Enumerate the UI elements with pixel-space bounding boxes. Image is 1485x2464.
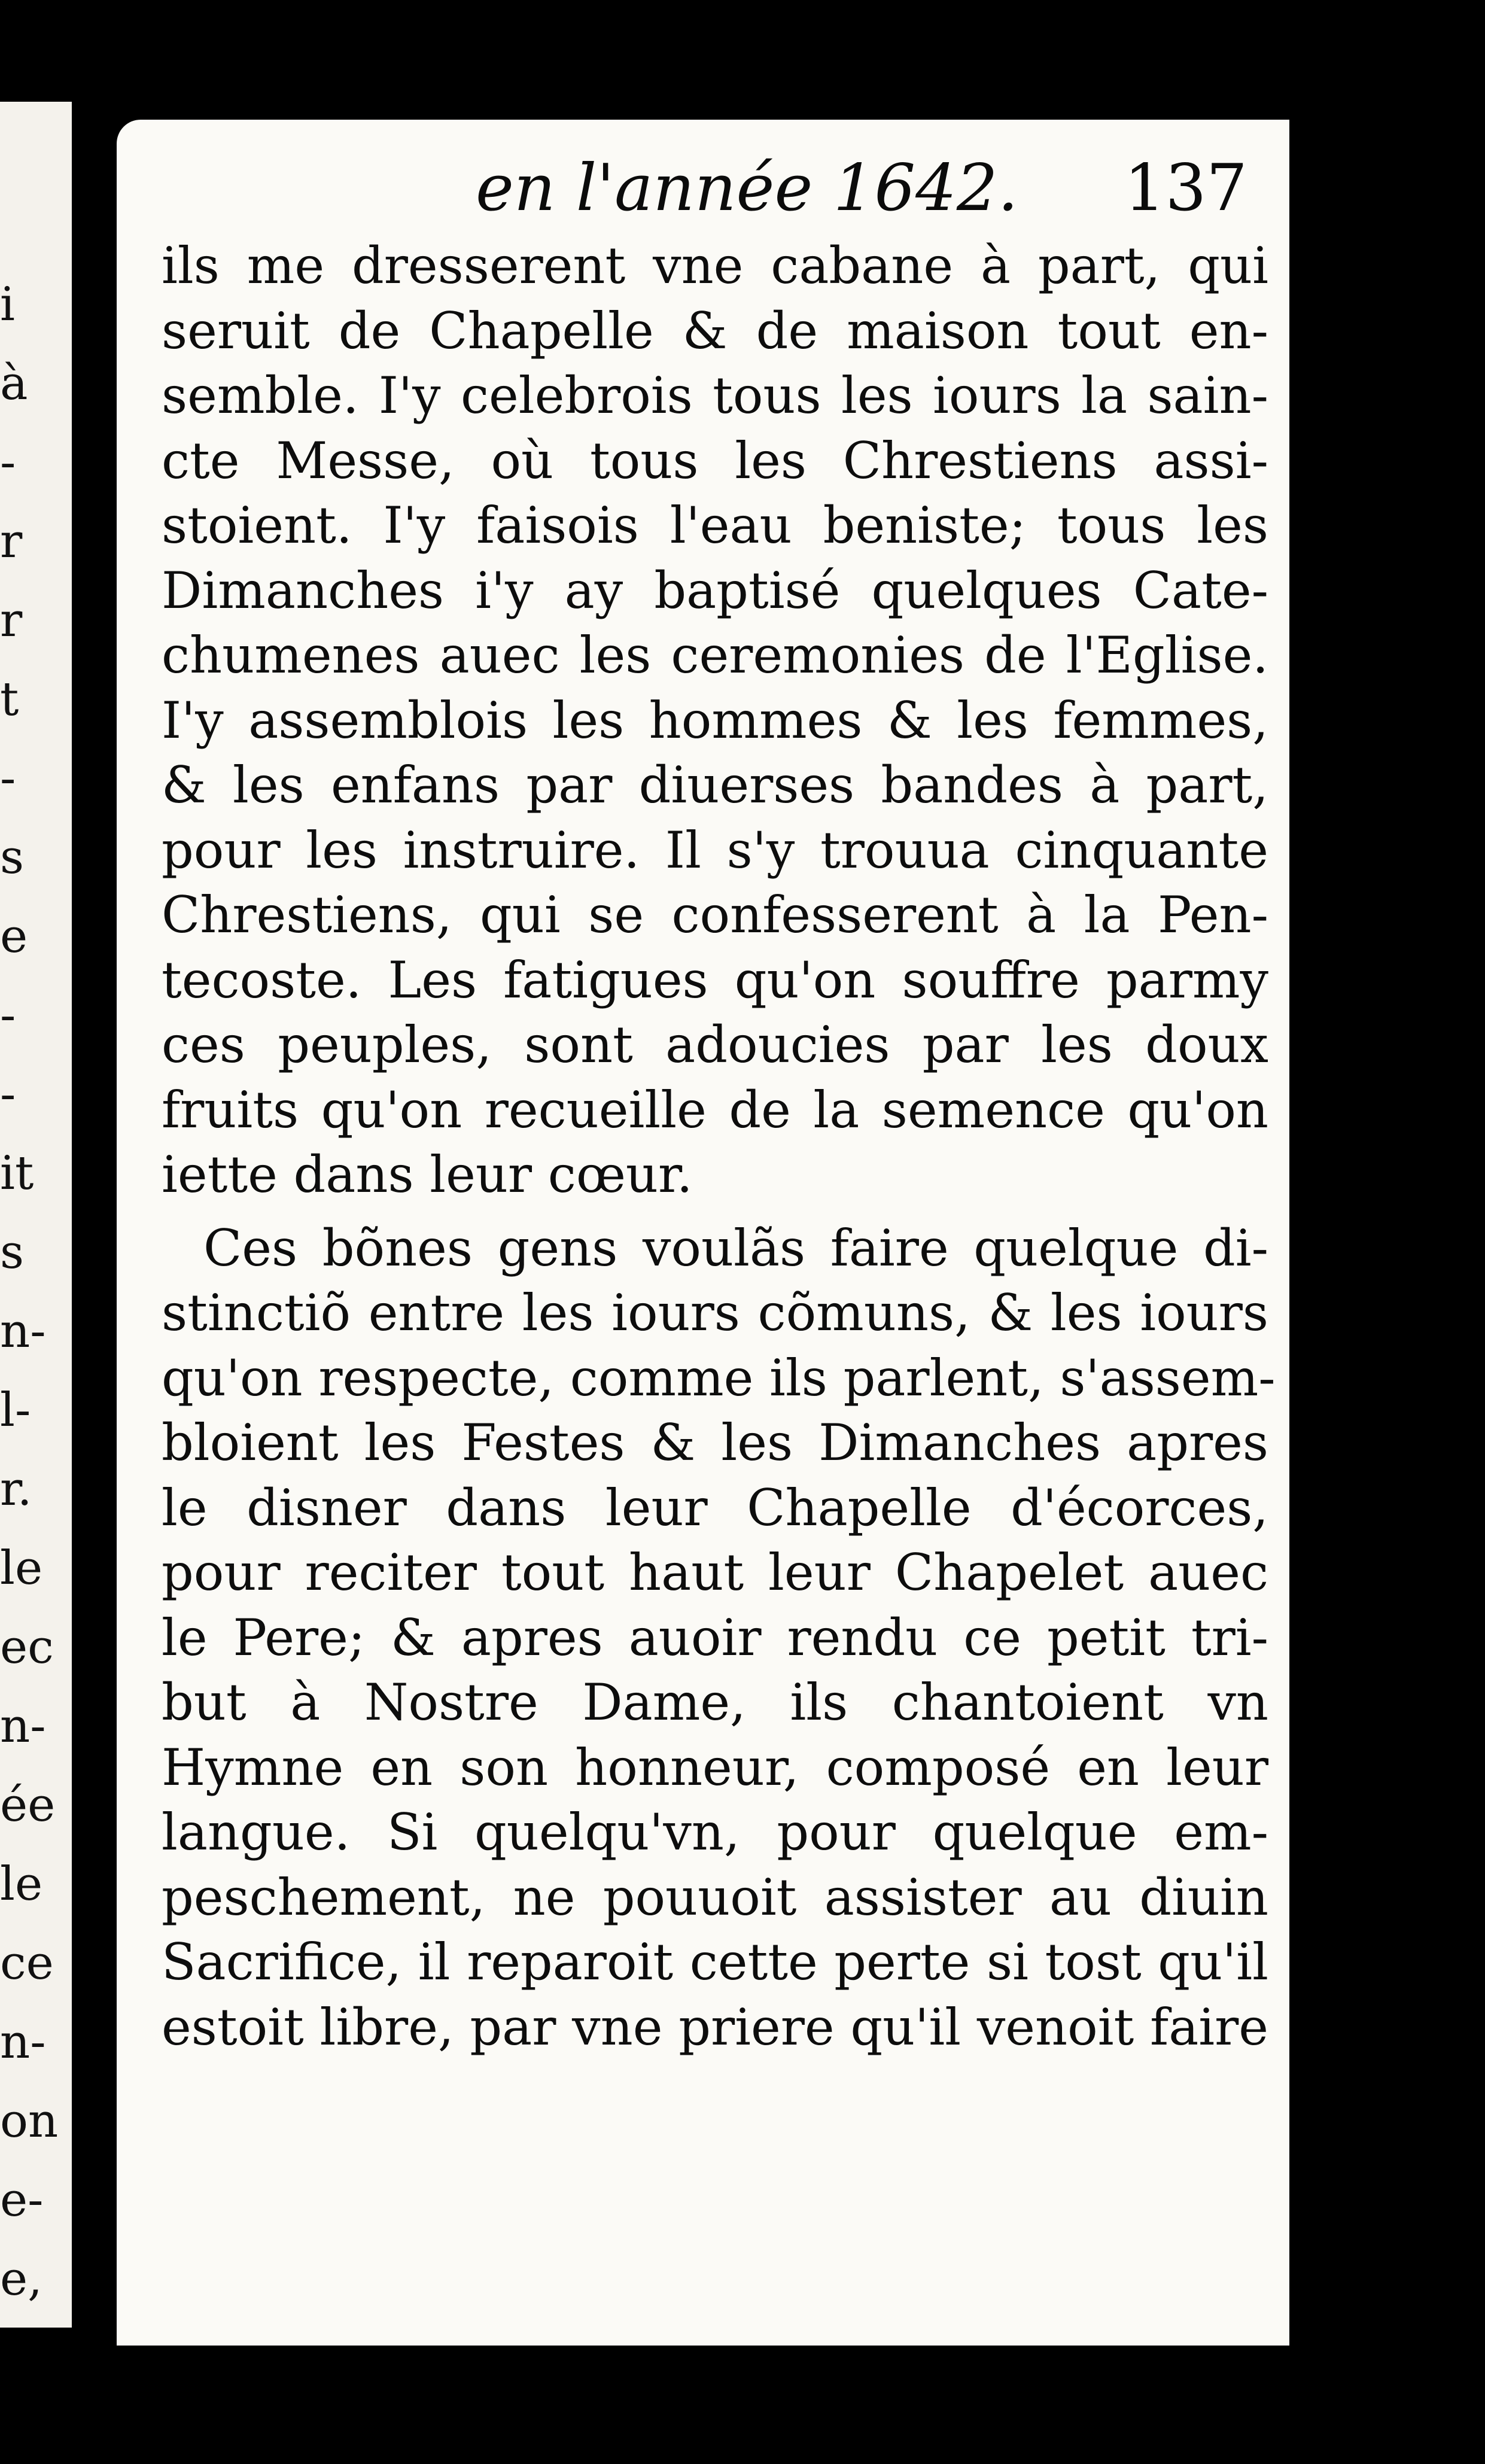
text-line: langue. Si quelqu'vn, pour quelque em- xyxy=(162,1803,1268,1861)
body-text xyxy=(162,233,1276,2060)
text-line: semble. I'y celebrois tous les iours la sain- xyxy=(162,366,1268,425)
facing-page-fragment-text: r xyxy=(0,515,23,568)
facing-page-fragment-text: - xyxy=(0,988,16,1042)
text-line: qu'on respecte, comme ils parlent, s'assem- xyxy=(162,1348,1276,1407)
text-line: ils me dresserent vne cabane à part, qui xyxy=(162,236,1268,295)
facing-page-fragment-text: t xyxy=(0,673,19,726)
text-line: estoit libre, par vne priere qu'il venoit faire xyxy=(162,1997,1268,2057)
text-line: seruit de Chapelle & de maison tout en- xyxy=(162,301,1268,360)
facing-page-fragment-text: l- xyxy=(0,1383,31,1437)
text-line: stoient. I'y faisois l'eau beniste; tous les xyxy=(162,496,1268,555)
text-line: & les enfans par diuerses bandes à part, xyxy=(162,756,1268,814)
text-line: fruits qu'on recueille de la semence qu'on xyxy=(162,1080,1268,1139)
page-number: 137 xyxy=(1124,151,1247,226)
paragraph xyxy=(162,233,1268,1207)
text-line: stinctiõ entre les iours cõmuns, & les iours xyxy=(162,1283,1268,1342)
facing-page-fragment-text: n- xyxy=(0,1699,46,1753)
facing-page-fragment-text: e- xyxy=(0,2173,44,2227)
facing-page-fragment-text: on xyxy=(0,2094,59,2148)
facing-page-fragment-text: à xyxy=(0,357,28,410)
book-page xyxy=(117,120,1289,2346)
facing-page-fragment-text: e, xyxy=(0,2252,42,2306)
text-line: Hymne en son honneur, composé en leur xyxy=(162,1738,1268,1797)
text-line: Sacrifice, il reparoit cette perte si tost qu'il xyxy=(162,1933,1268,1991)
text-line: Chrestiens, qui se confesserent à la Pen- xyxy=(162,886,1268,944)
facing-page-fragment-text: - xyxy=(0,436,16,489)
facing-page-fragment-text: n- xyxy=(0,2015,46,2069)
text-line: peschement, ne pouuoit assister au diuin xyxy=(162,1867,1268,1927)
text-line: Ces bõnes gens voulãs faire quelque di- xyxy=(203,1218,1268,1277)
text-line: le Pere; & apres auoir rendu ce petit tri- xyxy=(162,1608,1268,1667)
text-line: pour les instruire. Il s'y trouua cinquante xyxy=(162,820,1268,880)
facing-page-fragment-text: le xyxy=(0,1857,43,1911)
text-line: le disner dans leur Chapelle d'écorces, xyxy=(162,1478,1268,1537)
facing-page-fragment-text: ce xyxy=(0,1936,54,1990)
facing-page-fragment xyxy=(0,102,72,2328)
text-line: cte Messe, où tous les Chrestiens assi- xyxy=(162,431,1268,490)
running-head: en l'année 1642. xyxy=(476,151,1018,226)
facing-page-fragment-text: ec xyxy=(0,1620,54,1674)
facing-page-fragment-text: it xyxy=(0,1146,34,1200)
facing-page-fragment-text: s xyxy=(0,1225,25,1279)
paragraph xyxy=(162,1216,1276,2060)
text-line: I'y assemblois les hommes & les femmes, xyxy=(162,690,1268,750)
facing-page-fragment-text: r. xyxy=(0,1462,32,1516)
facing-page-fragment-text: s xyxy=(0,831,25,884)
facing-page-fragment-text: - xyxy=(0,1067,16,1121)
text-line: pour reciter tout haut leur Chapelet auec xyxy=(162,1543,1268,1602)
facing-page-fragment-text: r xyxy=(0,594,23,647)
paragraph-gap xyxy=(162,1207,1268,1216)
text-line: bloient les Festes & les Dimanches apres xyxy=(162,1413,1268,1472)
text-line: ces peuples, sont adoucies par les doux xyxy=(162,1015,1268,1074)
facing-page-fragment-text: ée xyxy=(0,1778,56,1832)
text-line: iette dans leur cœur. xyxy=(162,1145,693,1204)
text-line: Dimanches i'y ay baptisé quelques Cate- xyxy=(162,561,1268,620)
facing-page-fragment-text: i xyxy=(0,278,15,331)
text-line: tecoste. Les fatigues qu'on souffre parmy xyxy=(162,950,1268,1009)
facing-page-fragment-text: - xyxy=(0,752,16,805)
facing-page-fragment-text: e xyxy=(0,909,28,963)
facing-page-fragment-text: n- xyxy=(0,1304,46,1358)
text-line: but à Nostre Dame, ils chantoient vn xyxy=(162,1673,1268,1732)
facing-page-fragment-text: le xyxy=(0,1541,43,1595)
text-line: chumenes auec les ceremonies de l'Eglise. xyxy=(162,626,1268,685)
